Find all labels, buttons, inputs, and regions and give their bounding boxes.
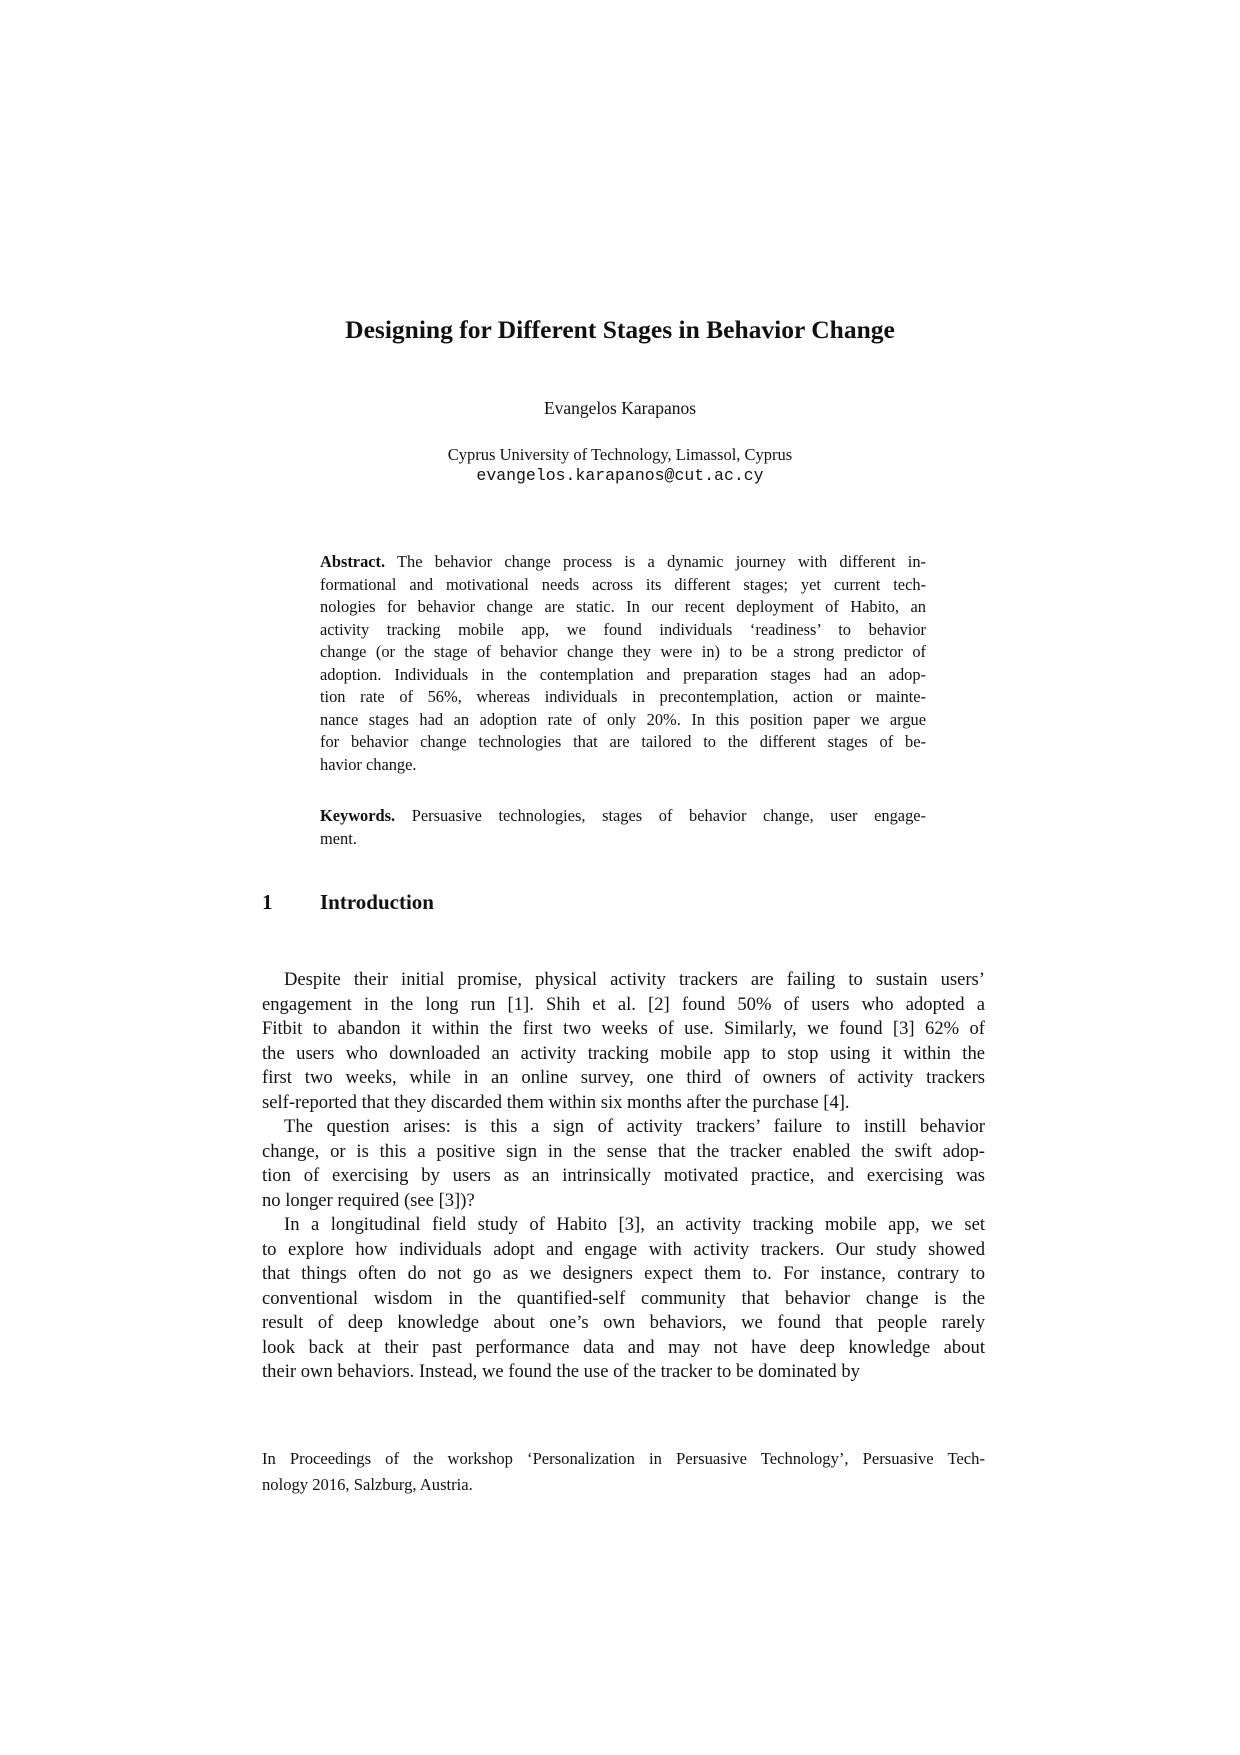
- text-line: In a longitudinal field study of Habito [3], an activity tracking mobile app, we set: [284, 1214, 985, 1235]
- section-number: 1: [262, 890, 273, 914]
- text-line: formational and motivational needs across its different stages; yet current tech-: [320, 574, 926, 594]
- text-line: ment.: [320, 828, 357, 848]
- text-line: activity tracking mobile app, we found individuals ‘readiness’ to behavior: [320, 619, 926, 639]
- label: Keywords.: [320, 806, 396, 825]
- paragraph: [262, 1115, 985, 1213]
- text-line: the users who downloaded an activity tracking mobile app to stop using it within the: [262, 1042, 985, 1064]
- text-line: adoption. Individuals in the contemplation and preparation stages had an adop-: [320, 664, 926, 684]
- line-text: Persuasive technologies, stages of behavior change, user engage-: [395, 806, 926, 825]
- paragraph: [262, 1213, 985, 1385]
- text-line: look back at their past performance data and may not have deep knowledge about: [262, 1336, 985, 1358]
- text-line: for behavior change technologies that are tailored to the different stages of be-: [320, 732, 926, 751]
- keywords: [320, 805, 926, 850]
- text-line: nology 2016, Salzburg, Austria.: [262, 1475, 473, 1494]
- footnote: [262, 1446, 985, 1498]
- abstract: [320, 551, 926, 776]
- text-line: first two weeks, while in an online survey, one third of owners of activity trackers: [262, 1067, 985, 1088]
- text-line: their own behaviors. Instead, we found the use of the tracker to be dominated by: [262, 1361, 860, 1382]
- author-name: Evangelos Karapanos: [543, 398, 697, 418]
- author-affiliation: Cyprus University of Technology, Limassol, Cyprus: [447, 445, 793, 464]
- text-line: Fitbit to abandon it within the first two weeks of use. Similarly, we found [3] 62% of: [262, 1018, 985, 1039]
- text-line: that things often do not go as we designers expect them to. For instance, contrary to: [262, 1263, 985, 1284]
- line-text: The behavior change process is a dynamic journey with different in-: [385, 552, 926, 571]
- paper-title: Designing for Different Stages in Behavior Change: [345, 315, 895, 344]
- text-line: Despite their initial promise, physical activity trackers are failing to sustain users’: [284, 969, 985, 990]
- text-line: change, or is this a positive sign in the sense that the tracker enabled the swift adop-: [262, 1140, 985, 1162]
- text-line: tion of exercising by users as an intrinsically motivated practice, and exercising was: [262, 1165, 985, 1186]
- text-line: In Proceedings of the workshop ‘Personalization in Persuasive Technology’, Persuasive Tech-: [262, 1449, 985, 1468]
- text-line: nologies for behavior change are static. In our recent deployment of Habito, an: [320, 597, 926, 616]
- text-line: havior change.: [320, 754, 417, 774]
- text-line: self-reported that they discarded them within six months after the purchase [4].: [262, 1091, 850, 1113]
- text-line: engagement in the long run [1]. Shih et al. [2] found 50% of users who adopted a: [262, 993, 985, 1015]
- paragraph: [262, 968, 985, 1115]
- text-line: result of deep knowledge about one’s own behaviors, we found that people rarely: [262, 1312, 985, 1333]
- author-email: evangelos.karapanos@cut.ac.cy: [476, 466, 764, 485]
- text-line: change (or the stage of behavior change they were in) to be a strong predictor of: [320, 642, 926, 661]
- body-text: [262, 968, 985, 1385]
- text-line: nance stages had an adoption rate of only 20%. In this position paper we argue: [320, 709, 926, 729]
- label: Abstract.: [320, 552, 386, 571]
- text-line: to explore how individuals adopt and engage with activity trackers. Our study showed: [262, 1238, 985, 1260]
- text-line: [320, 805, 926, 828]
- text-line: conventional wisdom in the quantified-self community that behavior change is the: [262, 1287, 985, 1309]
- text-line: [320, 551, 926, 574]
- section-title: Introduction: [320, 890, 434, 914]
- text-line: The question arises: is this a sign of activity trackers’ failure to instill behavior: [284, 1116, 985, 1137]
- text-line: no longer required (see [3])?: [262, 1189, 475, 1211]
- text-line: tion rate of 56%, whereas individuals in precontemplation, action or mainte-: [320, 687, 926, 706]
